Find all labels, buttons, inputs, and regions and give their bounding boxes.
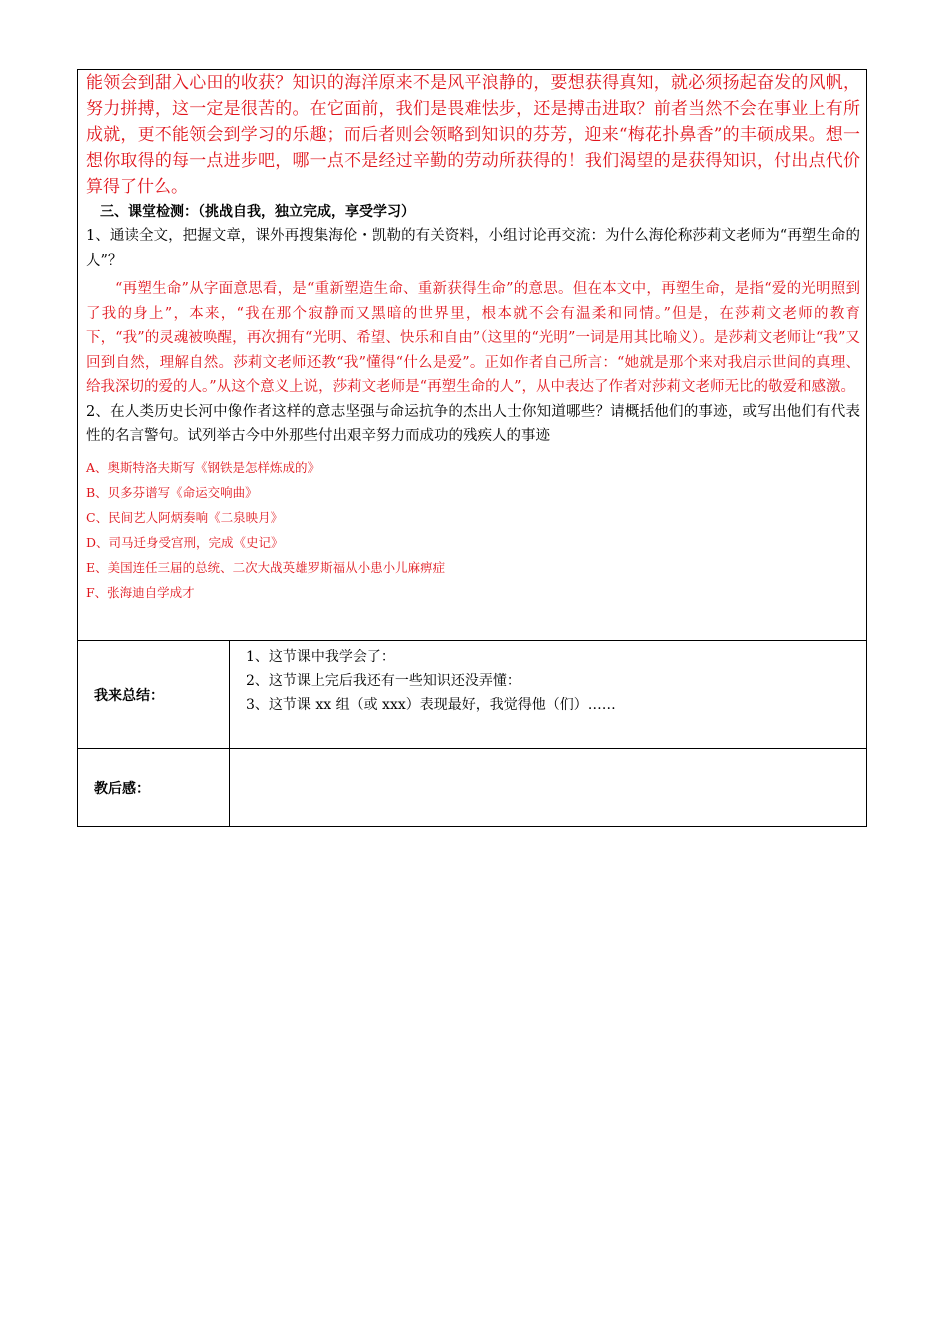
example-item: C、民间艺人阿炳奏响《二泉映月》 xyxy=(86,509,284,525)
examples-list xyxy=(86,455,860,605)
question-1: 1、通读全文，把握文章，课外再搜集海伦・凯勒的有关资料，小组讨论再交流：为什么海伦称莎莉文老师为“再塑生命的人”？ xyxy=(86,228,860,269)
example-item: A、奥斯特洛夫斯写《钢铁是怎样炼成的》 xyxy=(86,459,321,475)
example-item: E、美国连任三届的总统、二次大战英雄罗斯福从小患小儿麻痹症 xyxy=(86,559,446,575)
reflection-row xyxy=(78,749,867,827)
example-item: F、张海迪自学成才 xyxy=(86,584,195,600)
intro-paragraph: 能领会到甜入心田的收获？知识的海洋原来不是风平浪静的，要想获得真知，就必须扬起奋发的风帆，努力拼搏，这一定是很苦的。在它面前，我们是畏难怯步，还是搏击进取？前者当然不会在事业上有所成就，更不能领会到学习的乐趣；而后者则会领略到知识的芬芳，迎来“梅花扑鼻香”的丰硕成果。想一想你取得的每一点进步吧，哪一点不是经过辛勤的劳动所获得的！我们渴望的是获得知识，付出点代价算得了什么。 xyxy=(86,73,860,197)
answer-1: “再塑生命”从字面意思看，是“重新塑造生命、重新获得生命”的意思。但在本文中，再塑生命，是指“爱的光明照到了我的身上”，本来，“我在那个寂静而又黑暗的世界里，根本就不会有温柔和同情。”但是，在莎莉文老师的教育下，“我”的灵魂被唤醒，再次拥有“光明、希望、快乐和自由”（这里的“光明”一词是用其比喻义）。是莎莉文老师让“我”又回到自然，理解自然。莎莉文老师还教“我”懂得“什么是爱”。正如作者自己所言：“她就是那个来对我启示世间的真理、给我深切的爱的人。”从这个意义上说，莎莉文老师是“再塑生命的人”，从中表达了作者对莎莉文老师无比的敬爱和感激。 xyxy=(86,281,860,395)
summary-row xyxy=(78,641,867,749)
summary-line-3: 3、这节课 xx 组（或 xxx）表现最好，我觉得他（们）…… xyxy=(246,697,616,713)
summary-line-1: 1、这节课中我学会了： xyxy=(246,649,395,665)
lesson-table xyxy=(77,69,867,827)
reflection-label: 教后感： xyxy=(78,749,230,827)
example-item: B、贝多芬谱写《命运交响曲》 xyxy=(86,484,258,500)
main-content-cell xyxy=(78,70,867,641)
example-item: D、司马迁身受宫刑，完成《史记》 xyxy=(86,534,284,550)
summary-label: 我来总结： xyxy=(78,641,230,749)
summary-line-2: 2、这节课上完后我还有一些知识还没弄懂： xyxy=(246,673,521,689)
question-2: 2、在人类历史长河中像作者这样的意志坚强与命运抗争的杰出人士你知道哪些？请概括他们的事迹，或写出他们有代表性的名言警句。试列举古今中外那些付出艰辛努力而成功的残疾人的事迹 xyxy=(86,403,860,444)
summary-content[interactable] xyxy=(230,641,867,749)
reflection-content[interactable] xyxy=(230,749,867,827)
main-content-row xyxy=(78,70,867,641)
section-title: 三、课堂检测：（挑战自我，独立完成，享受学习） xyxy=(100,204,415,220)
